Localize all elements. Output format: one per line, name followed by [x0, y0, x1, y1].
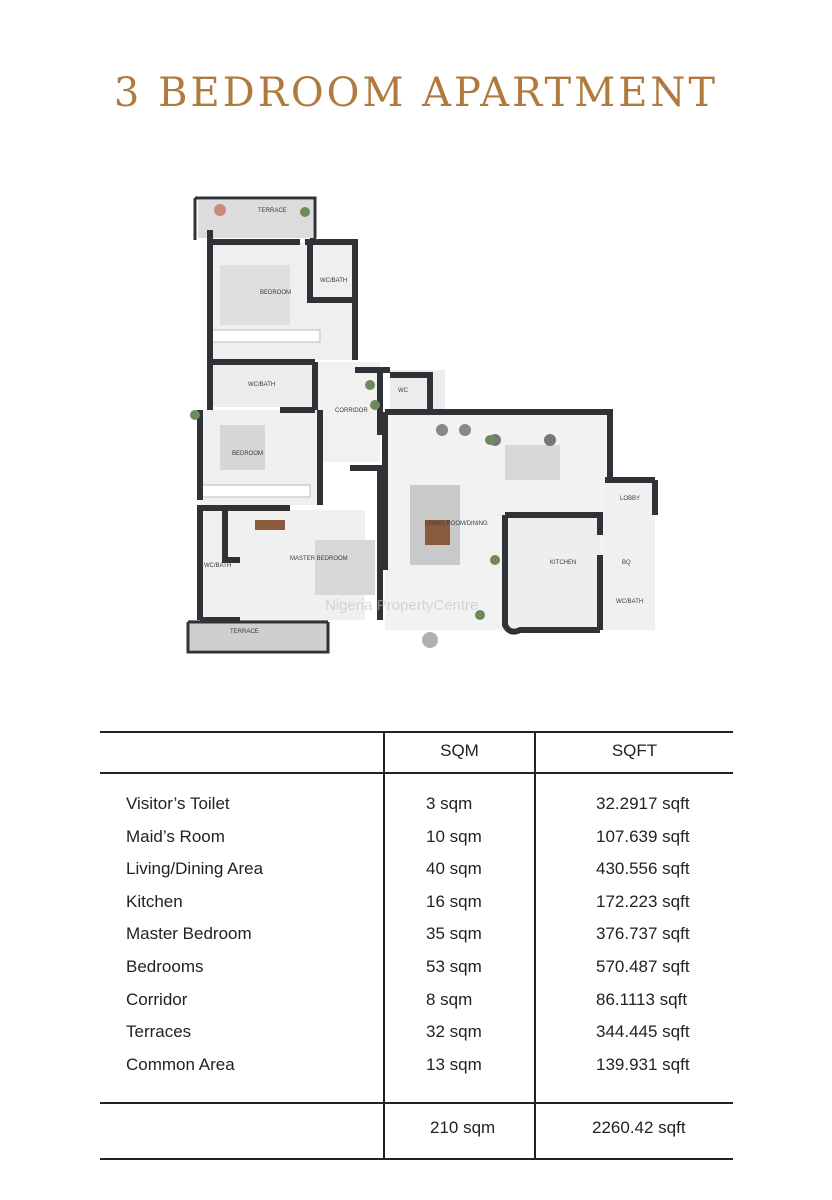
row-sqm: 10 sqm	[426, 827, 482, 846]
row-sqm: 32 sqm	[426, 1022, 482, 1041]
label-wc-bath-4: WC/BATH	[616, 599, 644, 605]
label-lobby: LOBBY	[620, 496, 641, 502]
label-master-bedroom: MASTER BEDROOM	[290, 556, 348, 562]
header-sqm: SQM	[440, 741, 479, 760]
row-sqft: 570.487 sqft	[596, 957, 690, 976]
row-sqm: 16 sqm	[426, 892, 482, 911]
table-bottom-rule	[100, 1158, 733, 1160]
page-title: 3 BEDROOM APARTMENT	[113, 70, 719, 116]
row-sqm: 3 sqm	[426, 794, 473, 813]
row-sqm: 8 sqm	[426, 990, 473, 1009]
row-sqm: 35 sqm	[426, 924, 482, 943]
row-room: Bedrooms	[126, 957, 204, 976]
row-room: Common Area	[126, 1055, 235, 1074]
row-room: Kitchen	[126, 892, 183, 911]
row-sqft: 430.556 sqft	[596, 859, 690, 878]
label-corridor: CORRIDOR	[335, 408, 368, 414]
watermark: Nigeria PropertyCentre	[325, 597, 479, 614]
table-col-divider-1	[383, 731, 385, 1160]
row-sqft: 139.931 sqft	[596, 1055, 690, 1074]
label-wc-bath-top: WC/BATH	[320, 278, 348, 284]
label-wc-bath-2: WC/BATH	[248, 382, 276, 388]
row-sqft: 86.1113 sqft	[596, 990, 688, 1009]
table-top-rule	[100, 731, 733, 733]
header-sqft: SQFT	[611, 741, 658, 760]
row-sqm: 40 sqm	[426, 859, 482, 878]
row-sqft: 32.2917 sqft	[596, 794, 690, 813]
label-terrace-top: TERRACE	[258, 208, 287, 214]
row-room: Visitor’s Toilet	[126, 794, 230, 813]
total-sqft: 2260.42 sqft	[592, 1118, 686, 1137]
row-room: Terraces	[126, 1022, 192, 1041]
label-kitchen: KITCHEN	[550, 560, 577, 566]
row-sqm: 53 sqm	[426, 957, 482, 976]
row-room: Living/Dining Area	[126, 859, 264, 878]
row-room: Maid’s Room	[126, 827, 225, 846]
row-sqft: 376.737 sqft	[596, 924, 690, 943]
table-header-rule	[100, 772, 733, 774]
table-total-rule	[100, 1102, 733, 1104]
label-bq: BQ	[622, 560, 631, 566]
row-room: Master Bedroom	[126, 924, 252, 943]
row-sqft: 172.223 sqft	[596, 892, 690, 911]
label-living-dining: LIVING ROOM/DINING	[425, 521, 488, 527]
total-sqm: 210 sqm	[430, 1118, 496, 1137]
label-wc-bath-3: WC/BATH	[204, 563, 232, 569]
label-bedroom-1: BEDROOM	[260, 290, 292, 296]
row-sqm: 13 sqm	[426, 1055, 482, 1074]
row-sqft: 344.445 sqft	[596, 1022, 690, 1041]
label-wc: WC	[398, 388, 408, 394]
row-room: Corridor	[126, 990, 188, 1009]
label-bedroom-2: BEDROOM	[232, 451, 264, 457]
floor-plan	[180, 190, 660, 660]
row-sqft: 107.639 sqft	[596, 827, 690, 846]
table-col-divider-2	[534, 731, 536, 1160]
label-terrace-bottom: TERRACE	[230, 629, 259, 635]
